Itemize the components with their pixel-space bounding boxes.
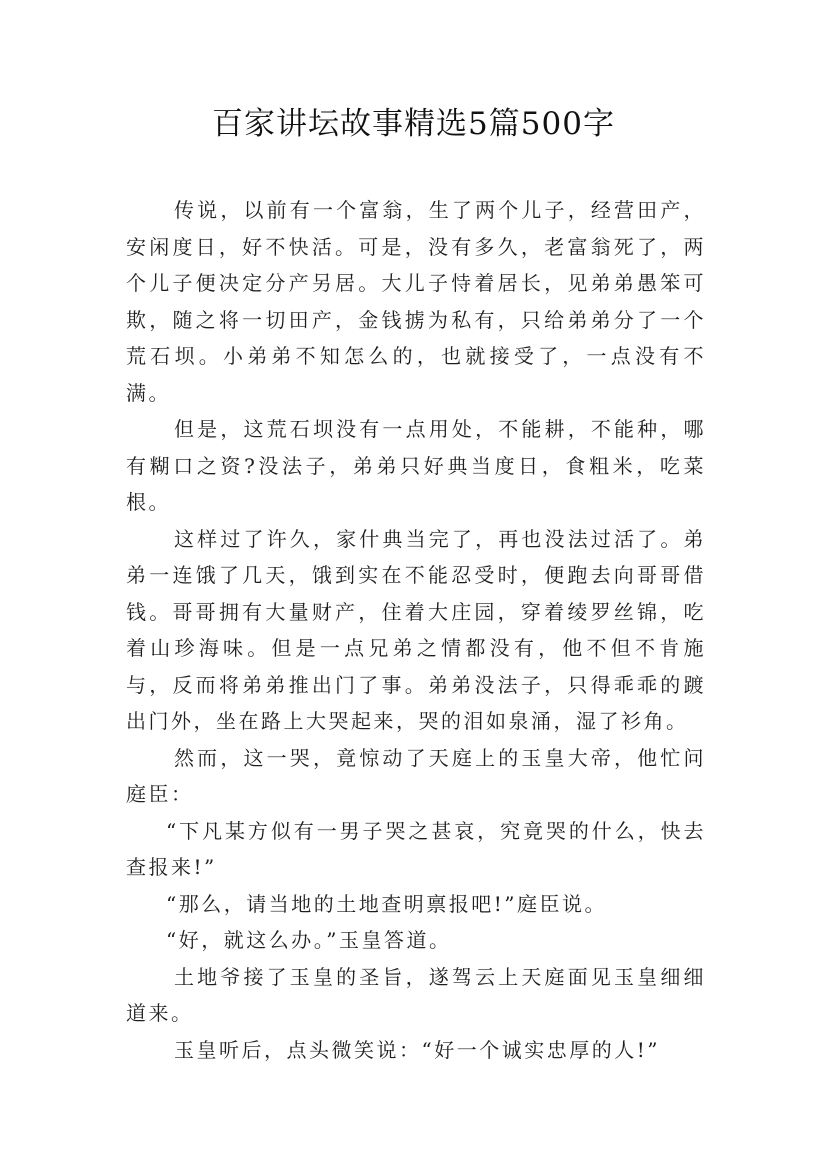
paragraph-7-quote: “好，就这么办。”玉皇答道。 <box>166 928 452 952</box>
paragraph-1: 传说，以前有一个富翁，生了两个儿子，经营田产，安闲度日，好不快活。可是，没有多久，老富翁死了，两个儿子便决定分产另居。大儿子恃着居长，见弟弟愚笨可欺，随之将一切田产，金钱掳为私有，只给弟弟分了一个荒石坝。小弟弟不知怎么的，也就接受了，一点没有不满。 <box>126 198 706 405</box>
document-title: 百家讲坛故事精选5篇500字 <box>212 106 615 142</box>
paragraph-4: 然而，这一哭，竟惊动了天庭上的玉皇大帝，他忙问庭臣： <box>126 745 706 806</box>
paragraph-6-quote: “那么，请当地的土地查明禀报吧!”庭臣说。 <box>166 891 607 916</box>
paragraph-2: 但是，这荒石坝没有一点用处，不能耕，不能种，哪有糊口之资?没法子，弟弟只好典当度日，食粗米，吃菜根。 <box>126 417 706 514</box>
paragraph-3: 这样过了许久，家什典当完了，再也没法过活了。弟弟一连饿了几天，饿到实在不能忍受时，便跑去向哥哥借钱。哥哥拥有大量财产，住着大庄园，穿着绫罗丝锦，吃着山珍海味。但是一点兄弟之情都没有，他不但不肯施与，反而将弟弟推出门了事。弟弟没法子，只得乖乖的踱出门外，坐在路上大哭起来，哭的泪如泉涌，湿了衫角。 <box>126 526 706 733</box>
document-body <box>126 192 706 1068</box>
paragraph-9: 玉皇听后，点头微笑说：“好一个诚实忠厚的人!” <box>174 1037 660 1062</box>
paragraph-5-quote: “下凡某方似有一男子哭之甚哀，究竟哭的什么，快去查报来!” <box>126 818 706 879</box>
paragraph-8: 土地爷接了玉皇的圣旨，遂驾云上天庭面见玉皇细细道来。 <box>126 964 706 1025</box>
